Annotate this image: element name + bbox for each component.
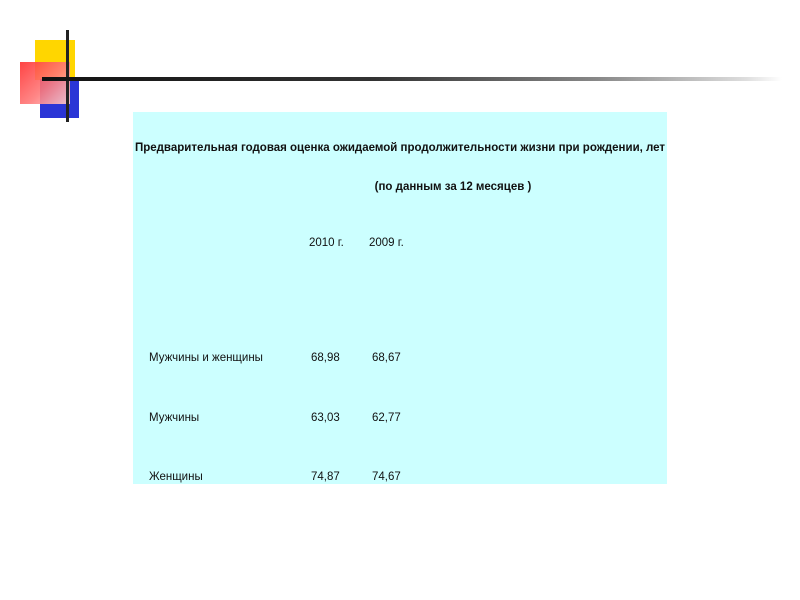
table-title: Предварительная годовая оценка ожидаемой продолжительности жизни при рождении, лет xyxy=(134,142,666,154)
table-row xyxy=(133,352,667,368)
slide-logo-decoration xyxy=(0,0,800,130)
value-2010: 68,98 xyxy=(311,352,340,364)
table-subtitle: (по данным за 12 месяцев ) xyxy=(374,181,532,193)
column-header-2010: 2010 г. xyxy=(309,237,344,249)
life-expectancy-table xyxy=(133,112,667,484)
horizontal-rule-decoration xyxy=(42,77,782,81)
value-2010: 63,03 xyxy=(311,412,340,424)
column-header-2009: 2009 г. xyxy=(369,237,404,249)
row-label: Мужчины и женщины xyxy=(149,352,263,364)
value-2010: 74,87 xyxy=(311,471,340,483)
row-label: Мужчины xyxy=(149,412,200,424)
value-2009: 74,67 xyxy=(372,471,401,483)
row-label: Женщины xyxy=(149,471,203,483)
table-row xyxy=(133,412,667,428)
value-2009: 62,77 xyxy=(372,412,401,424)
table-row xyxy=(133,471,667,487)
value-2009: 68,67 xyxy=(372,352,401,364)
vertical-line-decoration xyxy=(66,30,69,122)
red-square-decoration xyxy=(20,62,70,104)
